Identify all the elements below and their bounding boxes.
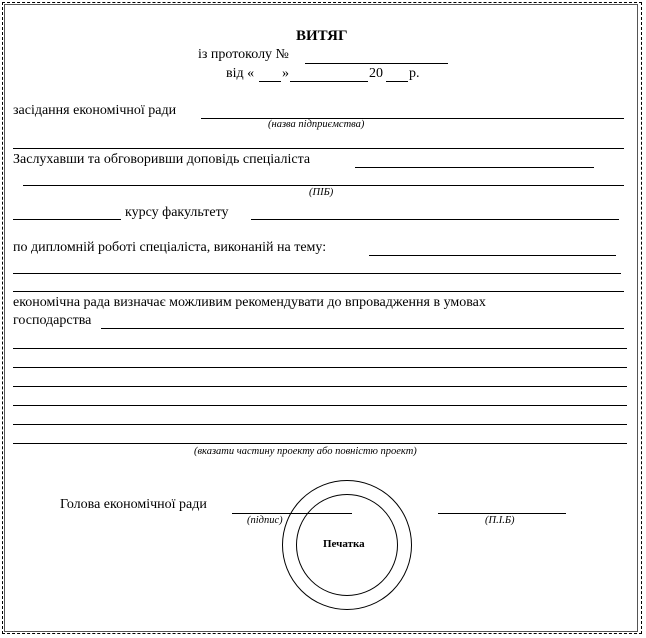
decision-text-line1: економічна рада визначає можливим рекомендувати до впровадження в умовах — [13, 295, 486, 310]
document-title: ВИТЯГ — [296, 28, 348, 44]
faculty-line — [251, 219, 619, 220]
blank-line-1 — [13, 148, 624, 149]
date-month-line — [290, 81, 368, 82]
pib-caption: (ПІБ) — [309, 187, 334, 198]
protocol-label: із протоколу № — [198, 47, 289, 62]
thesis-label: по дипломній роботі спеціаліста, виконаній на тему: — [13, 240, 327, 255]
course-label: курсу факультету — [125, 205, 229, 220]
date-prefix: від « — [226, 66, 255, 81]
meeting-label: засідання економічної ради — [13, 103, 177, 118]
specialist-name-line — [23, 185, 624, 186]
decision-text-line2: господарства — [13, 313, 92, 328]
decision-line-6 — [13, 424, 627, 425]
decision-caption: (вказати частину проекту або повністю проект) — [194, 446, 417, 457]
head-name-line — [438, 513, 566, 514]
decision-line-3 — [13, 367, 627, 368]
enterprise-caption: (назва підприємства) — [268, 119, 365, 130]
date-year-line — [386, 81, 408, 82]
date-suffix: р. — [409, 66, 420, 81]
head-name-caption: (П.І.Б) — [485, 515, 515, 526]
decision-line-2 — [13, 348, 627, 349]
protocol-number-line — [305, 63, 448, 64]
specialist-line — [355, 167, 594, 168]
decision-line-1 — [101, 328, 624, 329]
date-year: 20 — [369, 66, 383, 81]
thesis-line-3 — [13, 291, 624, 292]
thesis-topic-line — [369, 255, 616, 256]
report-label: Заслухавши та обговоривши доповідь спеціаліста — [13, 152, 311, 167]
date-day-line — [259, 81, 281, 82]
date-mid: » — [282, 66, 289, 81]
enterprise-name-line — [201, 118, 624, 119]
decision-line-7 — [13, 443, 627, 444]
decision-line-4 — [13, 386, 627, 387]
decision-line-5 — [13, 405, 627, 406]
signature-caption: (підпис) — [247, 515, 283, 526]
course-number-line — [13, 219, 121, 220]
head-label: Голова економічної ради — [60, 497, 207, 512]
thesis-line-2 — [13, 273, 621, 274]
seal-label: Печатка — [323, 538, 365, 550]
